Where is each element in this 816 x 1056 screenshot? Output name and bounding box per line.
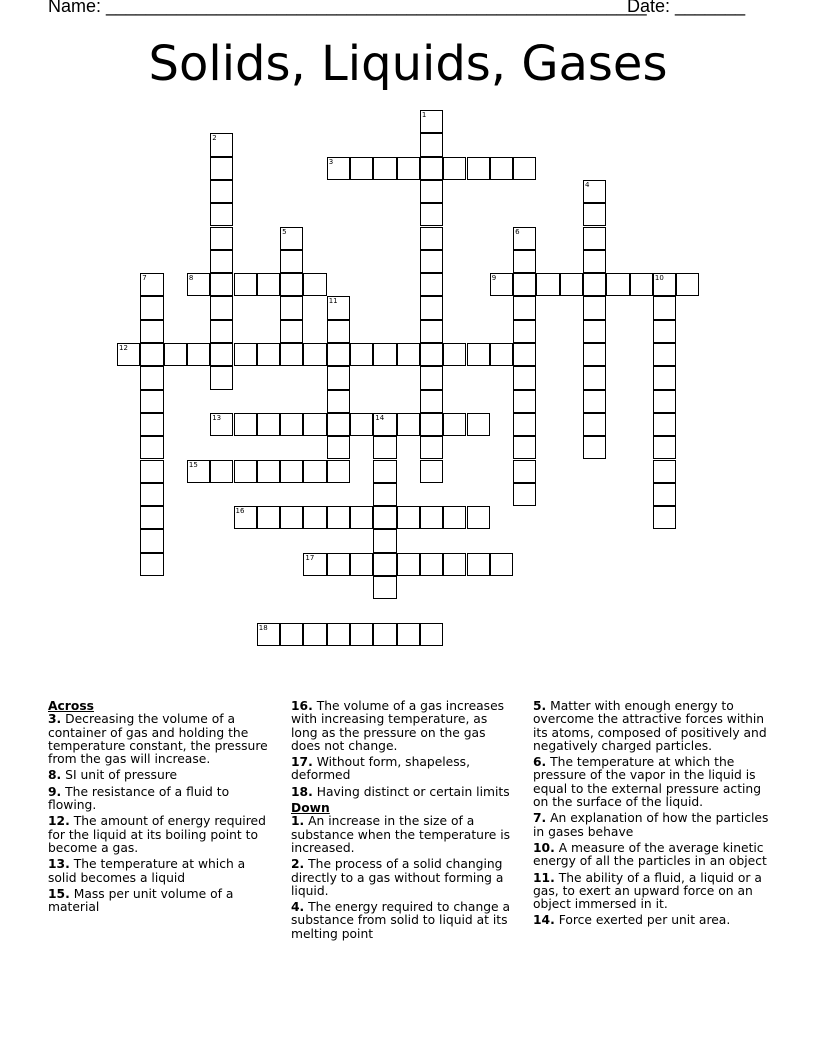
crossword-cell[interactable] <box>327 390 350 413</box>
crossword-cell[interactable] <box>420 273 443 296</box>
crossword-cell[interactable] <box>303 413 326 436</box>
down-clue-list-1 <box>291 815 516 941</box>
clue-number: 18 <box>258 623 268 632</box>
crossword-cell[interactable] <box>327 157 350 180</box>
crossword-cell[interactable] <box>443 506 466 529</box>
crossword-cell[interactable] <box>280 460 303 483</box>
clue-text: The process of a solid changing directly to a gas without forming a liquid. <box>291 857 504 898</box>
crossword-cell[interactable] <box>397 157 420 180</box>
crossword-cell[interactable] <box>513 390 536 413</box>
crossword-cell[interactable] <box>187 343 210 366</box>
clue-text: Having distinct or certain limits <box>312 784 510 799</box>
crossword-cell[interactable] <box>373 483 396 506</box>
crossword-cell[interactable] <box>280 227 303 250</box>
crossword-cell[interactable] <box>327 320 350 343</box>
clue-item <box>533 842 769 869</box>
clue-text: The amount of energy required for the liquid at its boiling point to become a gas. <box>48 814 266 855</box>
crossword-cell[interactable] <box>397 506 420 529</box>
crossword-cell[interactable] <box>257 413 280 436</box>
crossword-cell[interactable] <box>327 623 350 646</box>
crossword-cell[interactable] <box>420 133 443 156</box>
crossword-cell[interactable] <box>280 320 303 343</box>
crossword-cell[interactable] <box>490 343 513 366</box>
clue-number: 3 <box>328 157 334 166</box>
clue-number: 1 <box>421 111 427 119</box>
crossword-cell[interactable] <box>280 296 303 319</box>
clue-number: 5. <box>533 699 547 713</box>
crossword-cell[interactable] <box>210 203 233 226</box>
clue-text: The volume of a gas increases with increasing temperature, as long as the pressure on the gas does not change. <box>291 699 505 753</box>
crossword-cell[interactable] <box>420 413 443 436</box>
crossword-cell[interactable] <box>583 366 606 389</box>
crossword-cell[interactable] <box>420 110 443 133</box>
clue-number: 6 <box>515 227 520 236</box>
crossword-cell[interactable] <box>490 273 513 296</box>
crossword-cell[interactable] <box>373 413 396 436</box>
crossword-cell[interactable] <box>210 157 233 180</box>
clue-item <box>48 769 273 782</box>
crossword-cell[interactable] <box>420 320 443 343</box>
crossword-cell[interactable] <box>327 436 350 459</box>
crossword-cell[interactable] <box>443 343 466 366</box>
crossword-cell[interactable] <box>327 506 350 529</box>
crossword-cell[interactable] <box>327 366 350 389</box>
clue-number: 9 <box>491 274 497 283</box>
crossword-cell[interactable] <box>653 273 676 296</box>
crossword-cell[interactable] <box>467 413 490 436</box>
crossword-cell[interactable] <box>583 203 606 226</box>
crossword-cell[interactable] <box>210 413 233 436</box>
crossword-cell[interactable] <box>303 623 326 646</box>
crossword-cell[interactable] <box>420 203 443 226</box>
crossword-cell[interactable] <box>373 506 396 529</box>
clue-number: 12 <box>119 344 128 352</box>
crossword-cell[interactable] <box>653 483 676 506</box>
crossword-cell[interactable] <box>630 273 653 296</box>
clue-text: Force exerted per unit area. <box>554 913 731 928</box>
crossword-cell[interactable] <box>513 483 536 506</box>
crossword-cell[interactable] <box>350 506 373 529</box>
crossword-cell[interactable] <box>327 343 350 366</box>
crossword-cell[interactable] <box>257 623 280 646</box>
crossword-cell[interactable] <box>583 436 606 459</box>
crossword-cell[interactable] <box>350 343 373 366</box>
crossword-cell[interactable] <box>210 133 233 156</box>
clue-number: 5 <box>282 227 287 236</box>
crossword-cell[interactable] <box>210 320 233 343</box>
clue-number: 7. <box>533 811 547 826</box>
crossword-cell[interactable] <box>117 343 140 366</box>
crossword-cell[interactable] <box>443 413 466 436</box>
crossword-cell[interactable] <box>653 436 676 459</box>
crossword-cell[interactable] <box>443 157 466 180</box>
clue-number: 14 <box>375 413 385 422</box>
crossword-cell[interactable] <box>397 343 420 366</box>
crossword-cell[interactable] <box>653 320 676 343</box>
crossword-cell[interactable] <box>140 553 163 576</box>
clue-number: 15. <box>48 886 70 901</box>
crossword-cell[interactable] <box>373 343 396 366</box>
clue-text: A measure of the average kinetic energy of all the particles in an object <box>533 840 767 869</box>
crossword-cell[interactable] <box>303 460 326 483</box>
crossword-cell[interactable] <box>257 460 280 483</box>
clue-number: 2. <box>291 857 305 872</box>
crossword-cell[interactable] <box>373 576 396 599</box>
clue-number: 15 <box>188 460 198 469</box>
crossword-cell[interactable] <box>327 553 350 576</box>
clue-item <box>291 756 516 783</box>
clue-text: The energy required to change a substance from solid to liquid at its melting point <box>291 900 511 941</box>
crossword-cell[interactable] <box>234 506 257 529</box>
clue-number: 10 <box>654 274 664 283</box>
crossword-cell[interactable] <box>280 343 303 366</box>
clue-item <box>48 858 273 885</box>
clue-item <box>291 700 516 753</box>
crossword-cell[interactable] <box>210 227 233 250</box>
crossword-cell[interactable] <box>420 506 443 529</box>
crossword-cell[interactable] <box>420 157 443 180</box>
clues-column-3 <box>533 700 769 931</box>
crossword-cell[interactable] <box>140 529 163 552</box>
crossword-cell[interactable] <box>583 180 606 203</box>
crossword-cell[interactable] <box>280 273 303 296</box>
crossword-cell[interactable] <box>280 250 303 273</box>
clue-item <box>291 815 516 855</box>
crossword-cell[interactable] <box>303 553 326 576</box>
crossword-cell[interactable] <box>583 296 606 319</box>
crossword-cell[interactable] <box>303 506 326 529</box>
crossword-cell[interactable] <box>373 157 396 180</box>
crossword-cell[interactable] <box>140 390 163 413</box>
crossword-cell[interactable] <box>210 343 233 366</box>
clue-number: 13. <box>48 857 70 872</box>
crossword-cell[interactable] <box>280 623 303 646</box>
crossword-cell[interactable] <box>397 413 420 436</box>
crossword-cell[interactable] <box>303 273 326 296</box>
crossword-cell[interactable] <box>140 436 163 459</box>
crossword-cell[interactable] <box>606 273 629 296</box>
clue-number: 1. <box>291 814 305 829</box>
clues-column-1 <box>48 700 273 917</box>
crossword-cell[interactable] <box>467 506 490 529</box>
crossword-cell[interactable] <box>397 553 420 576</box>
clue-item <box>291 858 516 898</box>
clue-number: 17. <box>291 755 313 770</box>
clue-number: 12. <box>48 814 70 829</box>
clue-item <box>291 786 516 799</box>
crossword-cell[interactable] <box>653 343 676 366</box>
crossword-cell[interactable] <box>350 157 373 180</box>
clue-text: An increase in the size of a substance when the temperature is increased. <box>291 814 511 855</box>
clue-item <box>533 812 769 839</box>
crossword-cell[interactable] <box>653 296 676 319</box>
clue-item <box>533 700 769 753</box>
clue-number: 3. <box>48 712 62 727</box>
crossword-cell[interactable] <box>583 390 606 413</box>
clue-item <box>291 901 516 941</box>
crossword-cell[interactable] <box>583 343 606 366</box>
crossword-cell[interactable] <box>420 250 443 273</box>
crossword-cell[interactable] <box>420 436 443 459</box>
crossword-cell[interactable] <box>513 296 536 319</box>
crossword-cell[interactable] <box>420 366 443 389</box>
clue-number: 17 <box>305 553 315 562</box>
crossword-cell[interactable] <box>513 250 536 273</box>
crossword-cell[interactable] <box>210 180 233 203</box>
crossword-cell[interactable] <box>536 273 559 296</box>
across-heading: Across <box>48 699 94 713</box>
crossword-cell[interactable] <box>583 413 606 436</box>
clue-number: 16 <box>235 507 245 516</box>
clue-number: 11 <box>328 297 338 306</box>
clue-item <box>48 713 273 766</box>
clue-number: 14. <box>533 913 555 928</box>
crossword-cell[interactable] <box>397 623 420 646</box>
crossword-cell[interactable] <box>210 250 233 273</box>
clue-item <box>533 872 769 912</box>
across-clue-list-1 <box>48 713 273 914</box>
crossword-cell[interactable] <box>350 623 373 646</box>
clue-number: 16. <box>291 699 313 713</box>
crossword-cell[interactable] <box>327 413 350 436</box>
crossword-cell[interactable] <box>467 157 490 180</box>
clue-number: 8. <box>48 768 62 783</box>
crossword-cell[interactable] <box>140 483 163 506</box>
crossword-cell[interactable] <box>420 343 443 366</box>
crossword-cell[interactable] <box>210 296 233 319</box>
crossword-cell[interactable] <box>164 343 187 366</box>
crossword-cell[interactable] <box>420 460 443 483</box>
clue-text: Mass per unit volume of a material <box>48 886 234 915</box>
crossword-cell[interactable] <box>420 553 443 576</box>
clue-text: The temperature at which a solid becomes a liquid <box>48 857 246 885</box>
crossword-cell[interactable] <box>234 413 257 436</box>
crossword-cell[interactable] <box>513 273 536 296</box>
down-clue-list-2 <box>533 700 769 928</box>
crossword-cell[interactable] <box>373 529 396 552</box>
crossword-cell[interactable] <box>560 273 583 296</box>
clue-item <box>48 815 273 855</box>
crossword-cell[interactable] <box>373 436 396 459</box>
crossword-cell[interactable] <box>513 157 536 180</box>
clue-text: The resistance of a fluid to flowing. <box>48 784 230 813</box>
crossword-cell[interactable] <box>420 390 443 413</box>
crossword-cell[interactable] <box>653 366 676 389</box>
clue-item <box>533 914 769 927</box>
crossword-cell[interactable] <box>420 623 443 646</box>
crossword-cell[interactable] <box>490 157 513 180</box>
crossword-cell[interactable] <box>583 227 606 250</box>
crossword-cell[interactable] <box>210 460 233 483</box>
crossword-cell[interactable] <box>653 506 676 529</box>
crossword-cell[interactable] <box>350 553 373 576</box>
crossword-cell[interactable] <box>140 366 163 389</box>
name-field-label: Name: ______________________________________________________ <box>48 0 647 16</box>
clue-text: Matter with enough energy to overcome the attractive forces within its atoms, composed of positively and negatively charged particles. <box>533 699 767 753</box>
crossword-cell[interactable] <box>443 553 466 576</box>
crossword-cell[interactable] <box>513 227 536 250</box>
clue-text: Decreasing the volume of a container of gas and holding the temperature constant, the pressure from the gas will increase. <box>48 712 268 767</box>
crossword-cell[interactable] <box>234 343 257 366</box>
clue-text: SI unit of pressure <box>61 768 178 783</box>
crossword-cell[interactable] <box>373 460 396 483</box>
crossword-cell[interactable] <box>513 436 536 459</box>
crossword-cell[interactable] <box>350 413 373 436</box>
crossword-cell[interactable] <box>653 460 676 483</box>
crossword-cell[interactable] <box>210 366 233 389</box>
crossword-cell[interactable] <box>187 460 210 483</box>
clue-number: 4. <box>291 900 305 915</box>
crossword-cell[interactable] <box>513 460 536 483</box>
clue-item <box>48 888 273 915</box>
crossword-cell[interactable] <box>583 250 606 273</box>
crossword-cell[interactable] <box>257 343 280 366</box>
crossword-cell[interactable] <box>280 506 303 529</box>
down-heading: Down <box>291 801 330 816</box>
crossword-cell[interactable] <box>653 413 676 436</box>
crossword-cell[interactable] <box>513 343 536 366</box>
crossword-cell[interactable] <box>327 460 350 483</box>
crossword-cell[interactable] <box>490 553 513 576</box>
clue-number: 13 <box>212 413 222 422</box>
crossword-cell[interactable] <box>234 273 257 296</box>
crossword-cell[interactable] <box>327 296 350 319</box>
clue-number: 10. <box>533 840 555 855</box>
crossword-cell[interactable] <box>140 273 163 296</box>
crossword-cell[interactable] <box>140 320 163 343</box>
page-title: Solids, Liquids, Gases <box>148 36 668 92</box>
crossword-cell[interactable] <box>513 320 536 343</box>
clue-number: 8 <box>188 274 194 283</box>
clue-text: An explanation of how the particles in gases behave <box>533 811 769 839</box>
crossword-cell[interactable] <box>373 623 396 646</box>
crossword-cell[interactable] <box>257 273 280 296</box>
crossword-cell[interactable] <box>420 227 443 250</box>
clues-column-2 <box>291 700 516 944</box>
crossword-cell[interactable] <box>583 320 606 343</box>
crossword-cell[interactable] <box>676 273 699 296</box>
crossword-cell[interactable] <box>140 506 163 529</box>
crossword-cell[interactable] <box>513 366 536 389</box>
clue-number: 6. <box>533 755 547 770</box>
crossword-cell[interactable] <box>140 343 163 366</box>
crossword-cell[interactable] <box>187 273 210 296</box>
clue-text: The temperature at which the pressure of the vapor in the liquid is equal to the external pressure acting on the surface of the liquid. <box>533 755 762 810</box>
crossword-cell[interactable] <box>467 553 490 576</box>
clue-number: 7 <box>142 274 147 283</box>
crossword-cell[interactable] <box>467 343 490 366</box>
crossword-cell[interactable] <box>140 460 163 483</box>
clue-number: 9. <box>48 784 62 799</box>
clue-item <box>533 756 769 809</box>
crossword-cell[interactable] <box>234 460 257 483</box>
crossword-cell[interactable] <box>280 413 303 436</box>
clue-text: The ability of a fluid, a liquid or a gas, to exert an upward force on an object immersed in it. <box>533 870 762 912</box>
crossword-cell[interactable] <box>583 273 606 296</box>
crossword-cell[interactable] <box>420 296 443 319</box>
clue-text: Without form, shapeless, deformed <box>291 755 470 783</box>
crossword-cell[interactable] <box>420 180 443 203</box>
crossword-cell[interactable] <box>140 296 163 319</box>
clue-number: 2 <box>212 134 217 143</box>
clue-item <box>48 786 273 813</box>
crossword-cell[interactable] <box>373 553 396 576</box>
crossword-cell[interactable] <box>653 390 676 413</box>
crossword-cell[interactable] <box>257 506 280 529</box>
clue-number: 11. <box>533 870 555 885</box>
clue-number: 18. <box>291 784 313 799</box>
crossword-cell[interactable] <box>303 343 326 366</box>
crossword-cell[interactable] <box>210 273 233 296</box>
crossword-cell[interactable] <box>513 413 536 436</box>
crossword-cell[interactable] <box>140 413 163 436</box>
clue-number: 4 <box>585 180 590 189</box>
across-clue-list-2 <box>291 700 516 799</box>
date-field-label: Date: _______ <box>627 0 746 16</box>
